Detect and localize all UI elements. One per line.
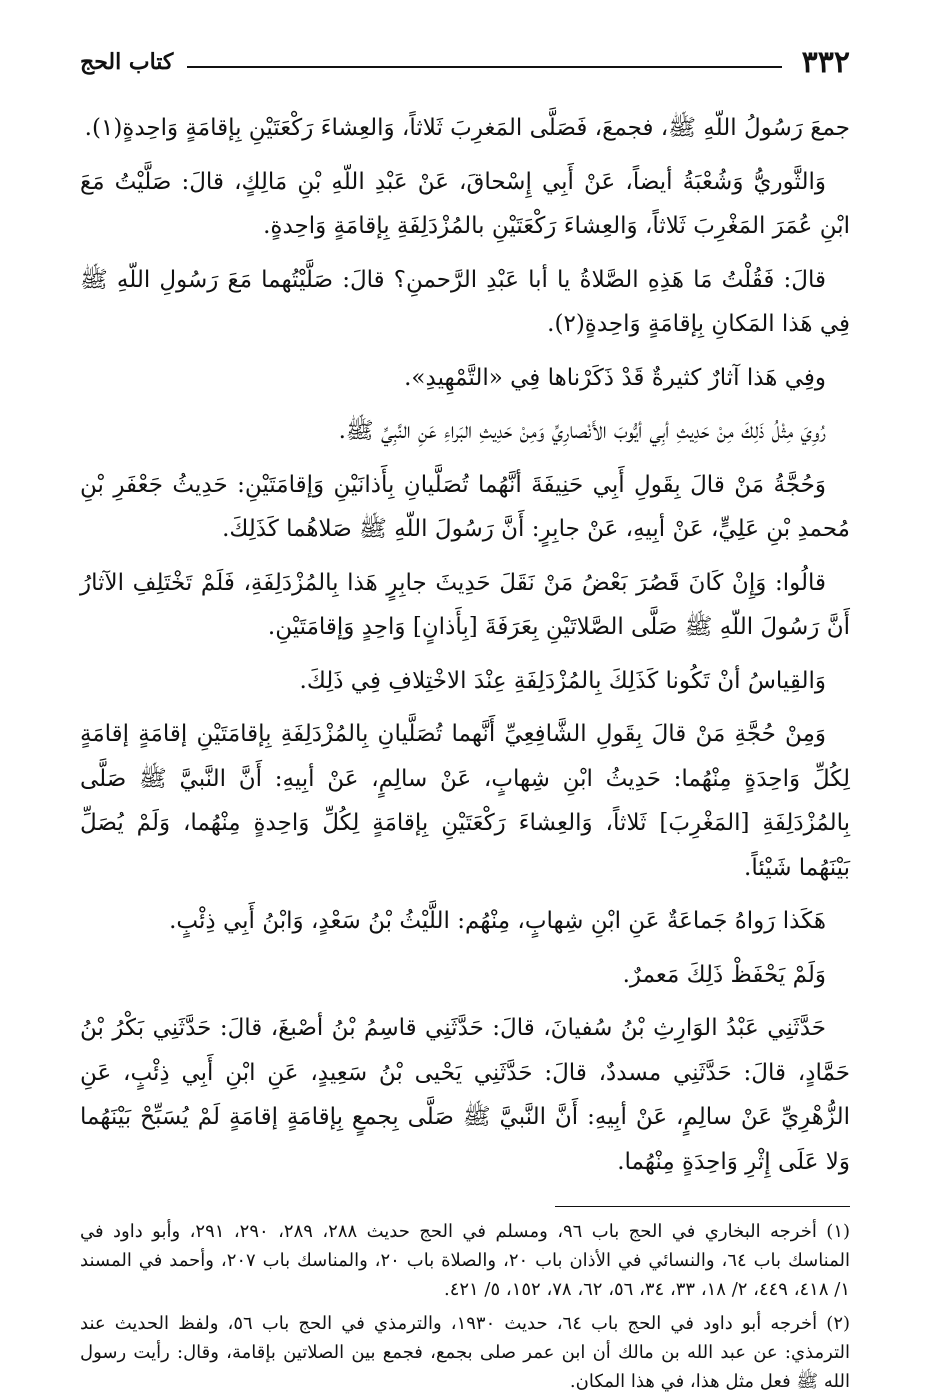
paragraph: قالَ: فَقُلْتُ مَا هَذِهِ الصَّلاةُ يا أبا عَبْدِ الرَّحمنِ؟ قالَ: صَلَّيْتُهما مَعَ رَسُولِ اللّهِ ﷺ فِي هَذا المَكانِ بِإقامَةٍ وَاحِدةٍ(٢). <box>80 266 850 337</box>
paragraph: وَلَمْ يَحْفَظْ ذَلِكَ مَعمرٌ. <box>622 961 826 988</box>
paragraph: حَدَّثَنِي عَبْدُ الوَارِثِ بْنُ سُفيانَ، قالَ: حَدَّثَنِي قاسِمُ بْنُ أصْبغَ، قالَ: حَدَّثَنِي بَكْرُ بْنُ حَمَّادٍ، قالَ: حَدَّثَنِي مسددٌ، قالَ: حَدَّثَنِي يَحْيى بْنُ سَعِيدٍ، عَنِ ابْنِ أَبِي ذِئْبٍ، عَنِ الزُّهْرِيِّ عَنْ سالِمٍ، عَنْ أبِيهِ: أَنَّ النَّبيَّ ﷺ صَلَّى بِجمعٍ بِإقامَةٍ إقامَةٍ لَمْ يُسَبِّحْ بَيْنَهُما وَلا عَلَى إِثْرِ وَاحِدَةٍ مِنْهُما. <box>80 1015 850 1175</box>
paragraph: وَمِنْ حُجَّةِ مَنْ قالَ بِقَولِ الشَّافِعِيِّ أَنَّهما تُصَلَّيانِ بِالمُزْدَلِفَةِ بِإقامَتَيْنِ إقامَةٍ إقامَةٍ لِكُلِّ وَاحِدَةٍ مِنْهُما: حَدِيثُ ابْنِ شِهابٍ، عَنْ سالِمٍ، عَنْ أبِيهِ: أَنَّ النَّبيَّ ﷺ صَلَّى بِالمُزْدَلِفَةِ [المَغْرِبَ] ثَلاثاً، وَالعِشاءَ رَكْعَتَيْنِ بِإقامَةٍ لِكُلِّ وَاحِدةٍ مِنْهُما، وَلَمْ يُصَلِّ بَيْنَهُما شَيْئاً. <box>80 721 850 881</box>
paragraph: وَالقِياسُ أنْ تَكُونا كَذَلِكَ بِالمُزْدَلِفَةِ عِنْدَ الاخْتِلافِ فِي ذَلِكَ. <box>299 667 826 694</box>
footnote: (٢) أخرجه أبو داود في الحج باب ٦٤، حديث ١٩٣٠، والترمذي في الحج باب ٥٦، ولفظ الحديث عند الترمذي: عن عبد الله بن مالك أن ابن عمر صلى بجمع، فجمع بين الصلاتين بإقامة، وقال: رأيت رسول الله ﷺ فعل مثل هذا، في هذا المكان. <box>80 1313 851 1392</box>
paragraph: جمعَ رَسُولُ اللّهِ ﷺ، فجمعَ، فَصَلَّى المَغرِبَ ثَلاثاً، وَالعِشاءَ رَكْعَتَيْنِ بِإقامَةٍ وَاحِدةٍ(١). <box>84 115 850 141</box>
footnotes <box>80 1217 850 1396</box>
paragraph: هَكَذا رَواهُ جَماعَةٌ عَنِ ابْنِ شِهابٍ، مِنْهُم: اللَّيْثُ بْنُ سَعْدٍ، وَابْنُ أَبِي ذِئْبٍ. <box>169 908 826 934</box>
header-rule <box>187 66 781 68</box>
footnote-separator <box>555 1206 850 1207</box>
main-text <box>80 106 850 1184</box>
page-number: ٣٣٢ <box>801 44 850 80</box>
paragraph: قالُوا: وَإِنْ كَانَ قَصُرَ بَعْضُ مَنْ نَقَلَ حَدِيثَ جابِرٍ هَذا بِالمُزْدَلِفَةِ، فَلَمْ تَخْتَلِفِ الآثارُ أَنَّ رَسُولَ اللّهِ ﷺ صَلَّى الصَّلاتَيْنِ بِعَرَفَةَ [بِأَذانٍ] وَاحِدٍ وَإقامَتَيْنِ. <box>80 569 850 640</box>
running-title: كتاب الحج <box>80 49 174 75</box>
paragraph: رُوِيَ مِثْلُ ذَلِكَ مِنْ حَدِيثِ أبِي أيُّوبَ الأَنْصارِيِّ وَمِنْ حَدِيثِ البَراءِ عَنِ النَّبِيِّ ﷺ. <box>338 418 826 444</box>
page-header <box>80 40 850 84</box>
footnote: (١) أخرجه البخاري في الحج باب ٩٦، ومسلم في الحج حديث ٢٨٨، ٢٨٩، ٢٩٠، ٢٩١، وأبو داود في المناسك باب ٦٤، والنسائي في الأذان باب ٢٠، والصلاة باب ٢٠، والمناسك باب ٢٠٧، وأحمد في المسند ١/ ٤١٨، ٤٤٩، ٢/ ١٨، ٣٣، ٣٤، ٥٦، ٦٢، ٧٨، ١٥٢، ٥/ ٤٢١. <box>80 1221 851 1300</box>
paragraph: وَالثَّوريُّ وَشُعْبَةُ أيضاً، عَنْ أَبِي إِسْحاقَ، عَنْ عَبْدِ اللّهِ بْنِ مَالِكٍ، قالَ: صَلَّيْتُ مَعَ ابْنِ عُمَرَ المَغْرِبَ ثَلاثاً، وَالعِشاءَ رَكْعَتَيْنِ بالمُزْدَلِفَةِ بِإقامَةٍ وَاحِدةٍ. <box>80 168 850 239</box>
paragraph: وَحُجَّةُ مَنْ قالَ بِقَولِ أَبِي حَنِيفَةَ أنَّهُما تُصَلَّيانِ بِأَذانَيْنِ وَإقامَتَيْنِ: حَدِيثُ جَعْفَرِ بْنِ مُحمدِ بْنِ عَلِيٍّ، عَنْ أبِيهِ، عَنْ جابِرٍ: أَنَّ رَسُولَ اللّهِ ﷺ صَلاهُما كَذَلِكَ. <box>80 471 850 542</box>
paragraph: وفِي هَذا آثارٌ كثيرةٌ قَدْ ذَكَرْناها فِي «التَّمْهِيدِ». <box>404 364 826 391</box>
